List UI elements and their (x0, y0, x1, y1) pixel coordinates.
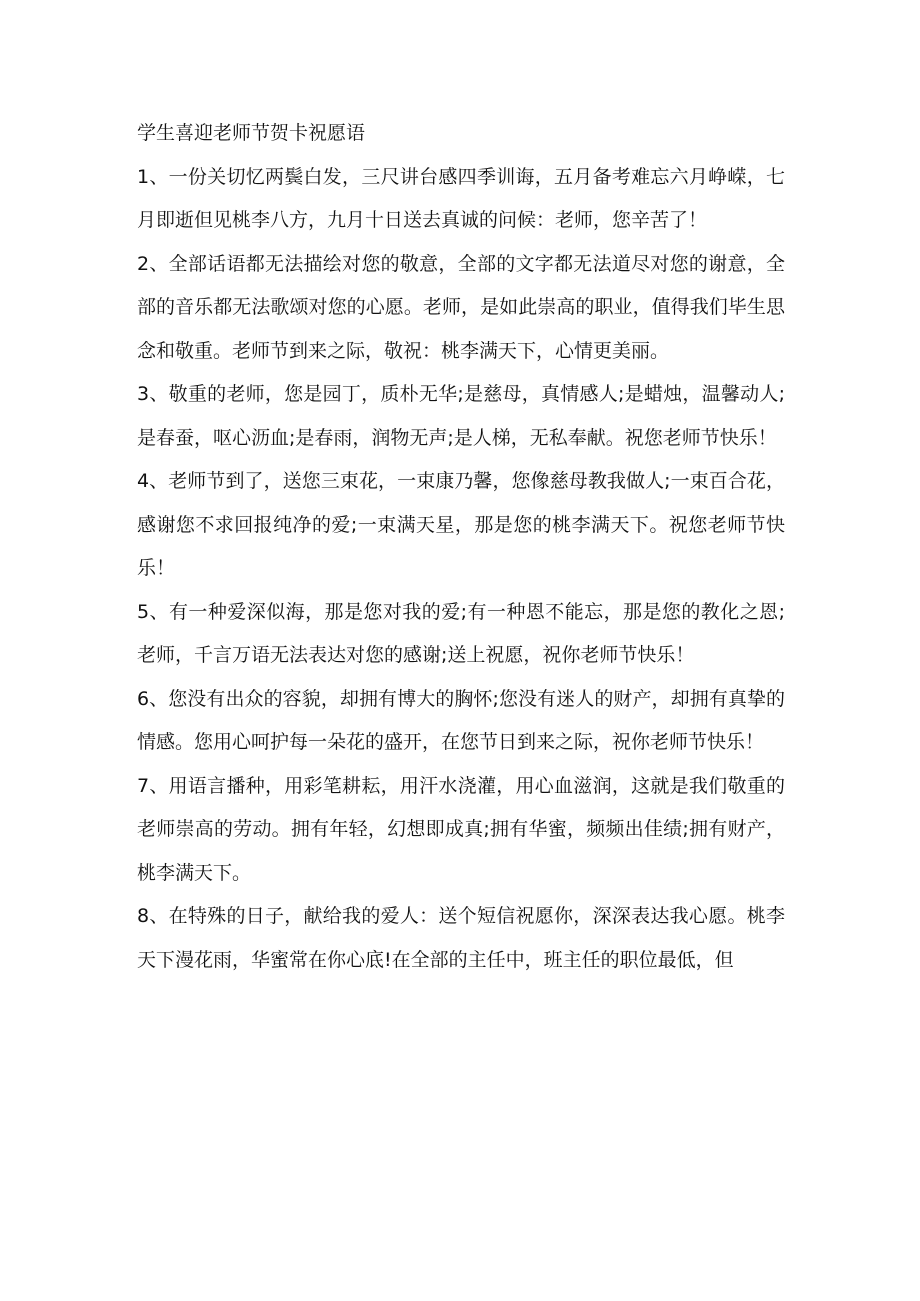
paragraph-5: 5、有一种爱深似海，那是您对我的爱;有一种恩不能忘，那是您的教化之恩;老师，千言万语无法表达对您的感谢;送上祝愿，祝你老师节快乐！ (137, 600, 785, 666)
document-body (137, 112, 785, 982)
paragraph-6: 6、您没有出众的容貌，却拥有博大的胸怀;您没有迷人的财产，却拥有真挚的情感。您用心呵护每一朵花的盛开，在您节日到来之际，祝你老师节快乐！ (137, 687, 785, 753)
paragraph-8: 8、在特殊的日子，献给我的爱人：送个短信祝愿你，深深表达我心愿。桃李天下漫花雨，华蜜常在你心底!在全部的主任中，班主任的职位最低，但 (137, 905, 785, 971)
paragraph-3: 3、敬重的老师，您是园丁，质朴无华;是慈母，真情感人;是蜡烛，温馨动人;是春蚕，呕心沥血;是春雨，润物无声;是人梯，无私奉献。祝您老师节快乐！ (137, 383, 785, 449)
document-title: 学生喜迎老师节贺卡祝愿语 (137, 122, 366, 144)
paragraph-4: 4、老师节到了，送您三束花，一束康乃馨，您像慈母教我做人;一束百合花，感谢您不求回报纯净的爱;一束满天星，那是您的桃李满天下。祝您老师节快乐！ (137, 470, 785, 579)
paragraph-1: 1、一份关切忆两鬓白发，三尺讲台感四季训诲，五月备考难忘六月峥嵘，七月即逝但见桃李八方，九月十日送去真诚的问候：老师，您辛苦了！ (137, 165, 785, 231)
paragraph-2: 2、全部话语都无法描绘对您的敬意，全部的文字都无法道尽对您的谢意，全部的音乐都无法歌颂对您的心愿。老师，是如此崇高的职业，值得我们毕生思念和敬重。老师节到来之际，敬祝：桃李满天下，心情更美丽。 (137, 252, 785, 362)
paragraph-7: 7、用语言播种，用彩笔耕耘，用汗水浇灌，用心血滋润，这就是我们敬重的老师崇高的劳动。拥有年轻，幻想即成真;拥有华蜜，频频出佳绩;拥有财产，桃李满天下。 (137, 774, 785, 884)
